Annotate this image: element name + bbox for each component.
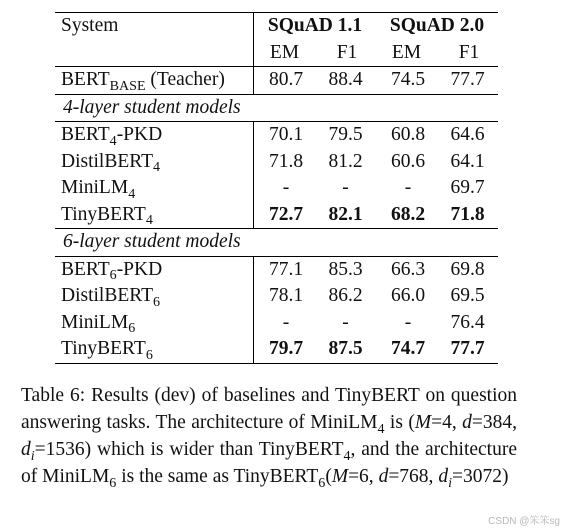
table-cell: 87.5 bbox=[315, 336, 376, 363]
table-cell: 79.5 bbox=[315, 122, 376, 149]
table-cell: 76.4 bbox=[450, 311, 485, 333]
system-name: $BERT_6$-PKD bbox=[55, 256, 254, 283]
system-name: MiniLM$_6$ bbox=[55, 310, 254, 337]
squad11-header: SQuAD 1.1 bbox=[254, 13, 377, 40]
section-row-6layer bbox=[55, 229, 498, 257]
squad20-header: SQuAD 2.0 bbox=[376, 13, 498, 40]
em-header: EM bbox=[269, 41, 300, 63]
table-cell: 86.2 bbox=[328, 285, 363, 306]
section-row-4layer bbox=[55, 94, 498, 122]
table-cell: 82.1 bbox=[328, 203, 363, 225]
table-header-row bbox=[55, 13, 498, 40]
table-cell: 68.2 bbox=[390, 203, 426, 225]
f1-header: F1 bbox=[458, 41, 480, 63]
results-table bbox=[55, 12, 498, 364]
table-cell: - bbox=[282, 311, 290, 333]
table-caption: Table 6: Results (dev) of baselines and TinyBERT on question answering tasks. The architecture of MiniLM$_4$ is (M=4, d=384, $d_i=1536$) which is wider than TinyBERT$_4$, and the architecture of MiniLM$_6$ is the same as TinyBERT$_6$(M=6, d=768, $d_i=3072$) bbox=[21, 385, 518, 491]
system-name: $BERT_4$-PKD bbox=[55, 122, 254, 149]
table-cell: 60.6 bbox=[390, 150, 426, 172]
em-header: EM bbox=[391, 41, 422, 63]
table-cell: - bbox=[404, 177, 412, 198]
system-name: DistilBERT$_4$ bbox=[55, 149, 254, 176]
system-name: TinyBERT$_4$ bbox=[55, 202, 254, 229]
table-cell: 69.7 bbox=[450, 177, 485, 198]
table-row bbox=[55, 336, 498, 363]
section-label: 6-layer student models bbox=[55, 229, 498, 257]
table-cell: - bbox=[342, 177, 349, 198]
table-cell: 66.0 bbox=[390, 285, 426, 306]
table-cell: 69.5 bbox=[450, 285, 485, 306]
table-cell: 79.7 bbox=[254, 336, 316, 363]
table-cell: 80.7 bbox=[254, 67, 316, 95]
system-name: $BERT_{BASE}$ (Teacher) bbox=[55, 67, 254, 95]
table-row bbox=[55, 67, 498, 95]
table-cell: 64.1 bbox=[450, 150, 485, 172]
table-cell: 78.1 bbox=[268, 285, 304, 306]
table-cell: 66.3 bbox=[376, 256, 437, 283]
table-cell: 81.2 bbox=[328, 150, 363, 172]
system-header: System bbox=[55, 13, 254, 67]
table-cell: 69.8 bbox=[437, 256, 498, 283]
table-cell: 77.7 bbox=[437, 67, 498, 95]
table-cell: - bbox=[282, 177, 290, 198]
table-cell: 74.5 bbox=[376, 67, 437, 95]
table-cell: 85.3 bbox=[315, 256, 376, 283]
table-cell: 74.7 bbox=[376, 336, 437, 363]
table-cell: 71.8 bbox=[450, 203, 485, 225]
table-cell: 70.1 bbox=[254, 122, 316, 149]
table-cell: 77.1 bbox=[254, 256, 316, 283]
table-row bbox=[55, 283, 498, 310]
table-cell: 77.7 bbox=[437, 336, 498, 363]
table-row bbox=[55, 310, 498, 337]
table-cell: 64.6 bbox=[437, 122, 498, 149]
table-cell: 88.4 bbox=[315, 67, 376, 95]
table-cell: - bbox=[342, 311, 349, 333]
table-cell: 60.8 bbox=[376, 122, 437, 149]
system-name: TinyBERT$_6$ bbox=[55, 336, 254, 363]
table-cell: 71.8 bbox=[268, 150, 304, 172]
system-name: DistilBERT$_6$ bbox=[55, 283, 254, 310]
table-row bbox=[55, 122, 498, 149]
table-row bbox=[55, 149, 498, 176]
table-cell: - bbox=[404, 311, 412, 333]
table-cell: 72.7 bbox=[268, 203, 304, 225]
system-name: MiniLM$_4$ bbox=[55, 175, 254, 202]
watermark: CSDN @笨笨sg bbox=[488, 516, 560, 527]
f1-header: F1 bbox=[336, 41, 358, 63]
table-row bbox=[55, 202, 498, 229]
table-row bbox=[55, 175, 498, 202]
table-row bbox=[55, 256, 498, 283]
section-label: 4-layer student models bbox=[55, 94, 498, 122]
